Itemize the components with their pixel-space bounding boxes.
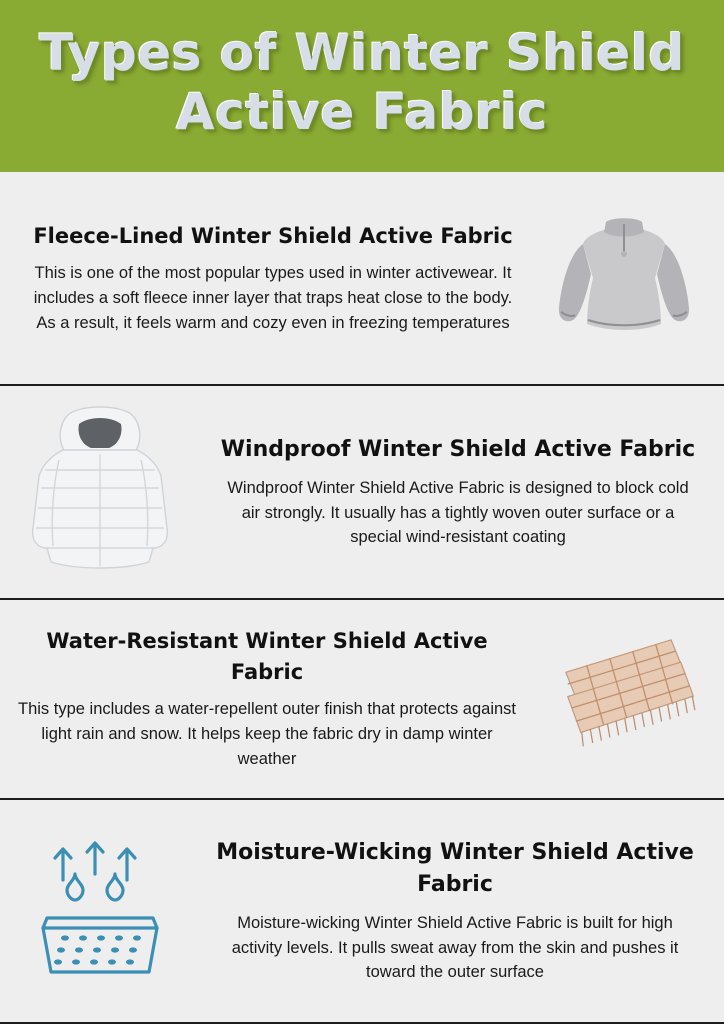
section-moisture-wicking [0,800,724,1024]
section-image [0,836,200,986]
white-puffer-jacket-illustration [15,402,185,582]
section-image [524,639,724,759]
section-body: This type includes a water-repellent outer finish that protects against light rain and snow. It helps keep the fabric dry in damp winter weather [18,700,517,768]
section-water-resistant [0,600,724,800]
section-image [524,208,724,348]
section-body: Moisture-wicking Winter Shield Active Fabric is built for high activity levels. It pulls sweat away from the skin and pushes it toward the outer surface [231,913,679,982]
section-body: Windproof Winter Shield Active Fabric is designed to block cold air strongly. It usually has a tightly woven outer surface or a special wind-resistant coating [227,478,689,547]
section-image [0,402,200,582]
section-text-block [200,837,724,985]
section-title: Water-Resistant Winter Shield Active Fabric [46,629,488,684]
section-windproof [0,386,724,600]
moisture-wicking-fabric-icon [25,836,175,986]
section-title: Windproof Winter Shield Active Fabric [220,436,696,462]
section-text-block [0,221,524,336]
section-text-block [200,434,724,550]
folded-plaid-blanket-illustration [544,639,704,759]
fleece-pullover-illustration [549,208,699,348]
section-fleece-lined [0,172,724,386]
section-title: Moisture-Wicking Winter Shield Active Fabric [216,839,694,897]
page-title: Types of Winter Shield Active Fabric [39,24,685,141]
section-title: Fleece-Lined Winter Shield Active Fabric [33,223,513,248]
section-body: This is one of the most popular types used in winter activewear. It includes a soft fleece inner layer that traps heat close to the body. As a result, it feels warm and cozy even in freezing temperatures [33,264,513,332]
section-text-block [0,626,524,771]
header-banner [0,0,724,172]
